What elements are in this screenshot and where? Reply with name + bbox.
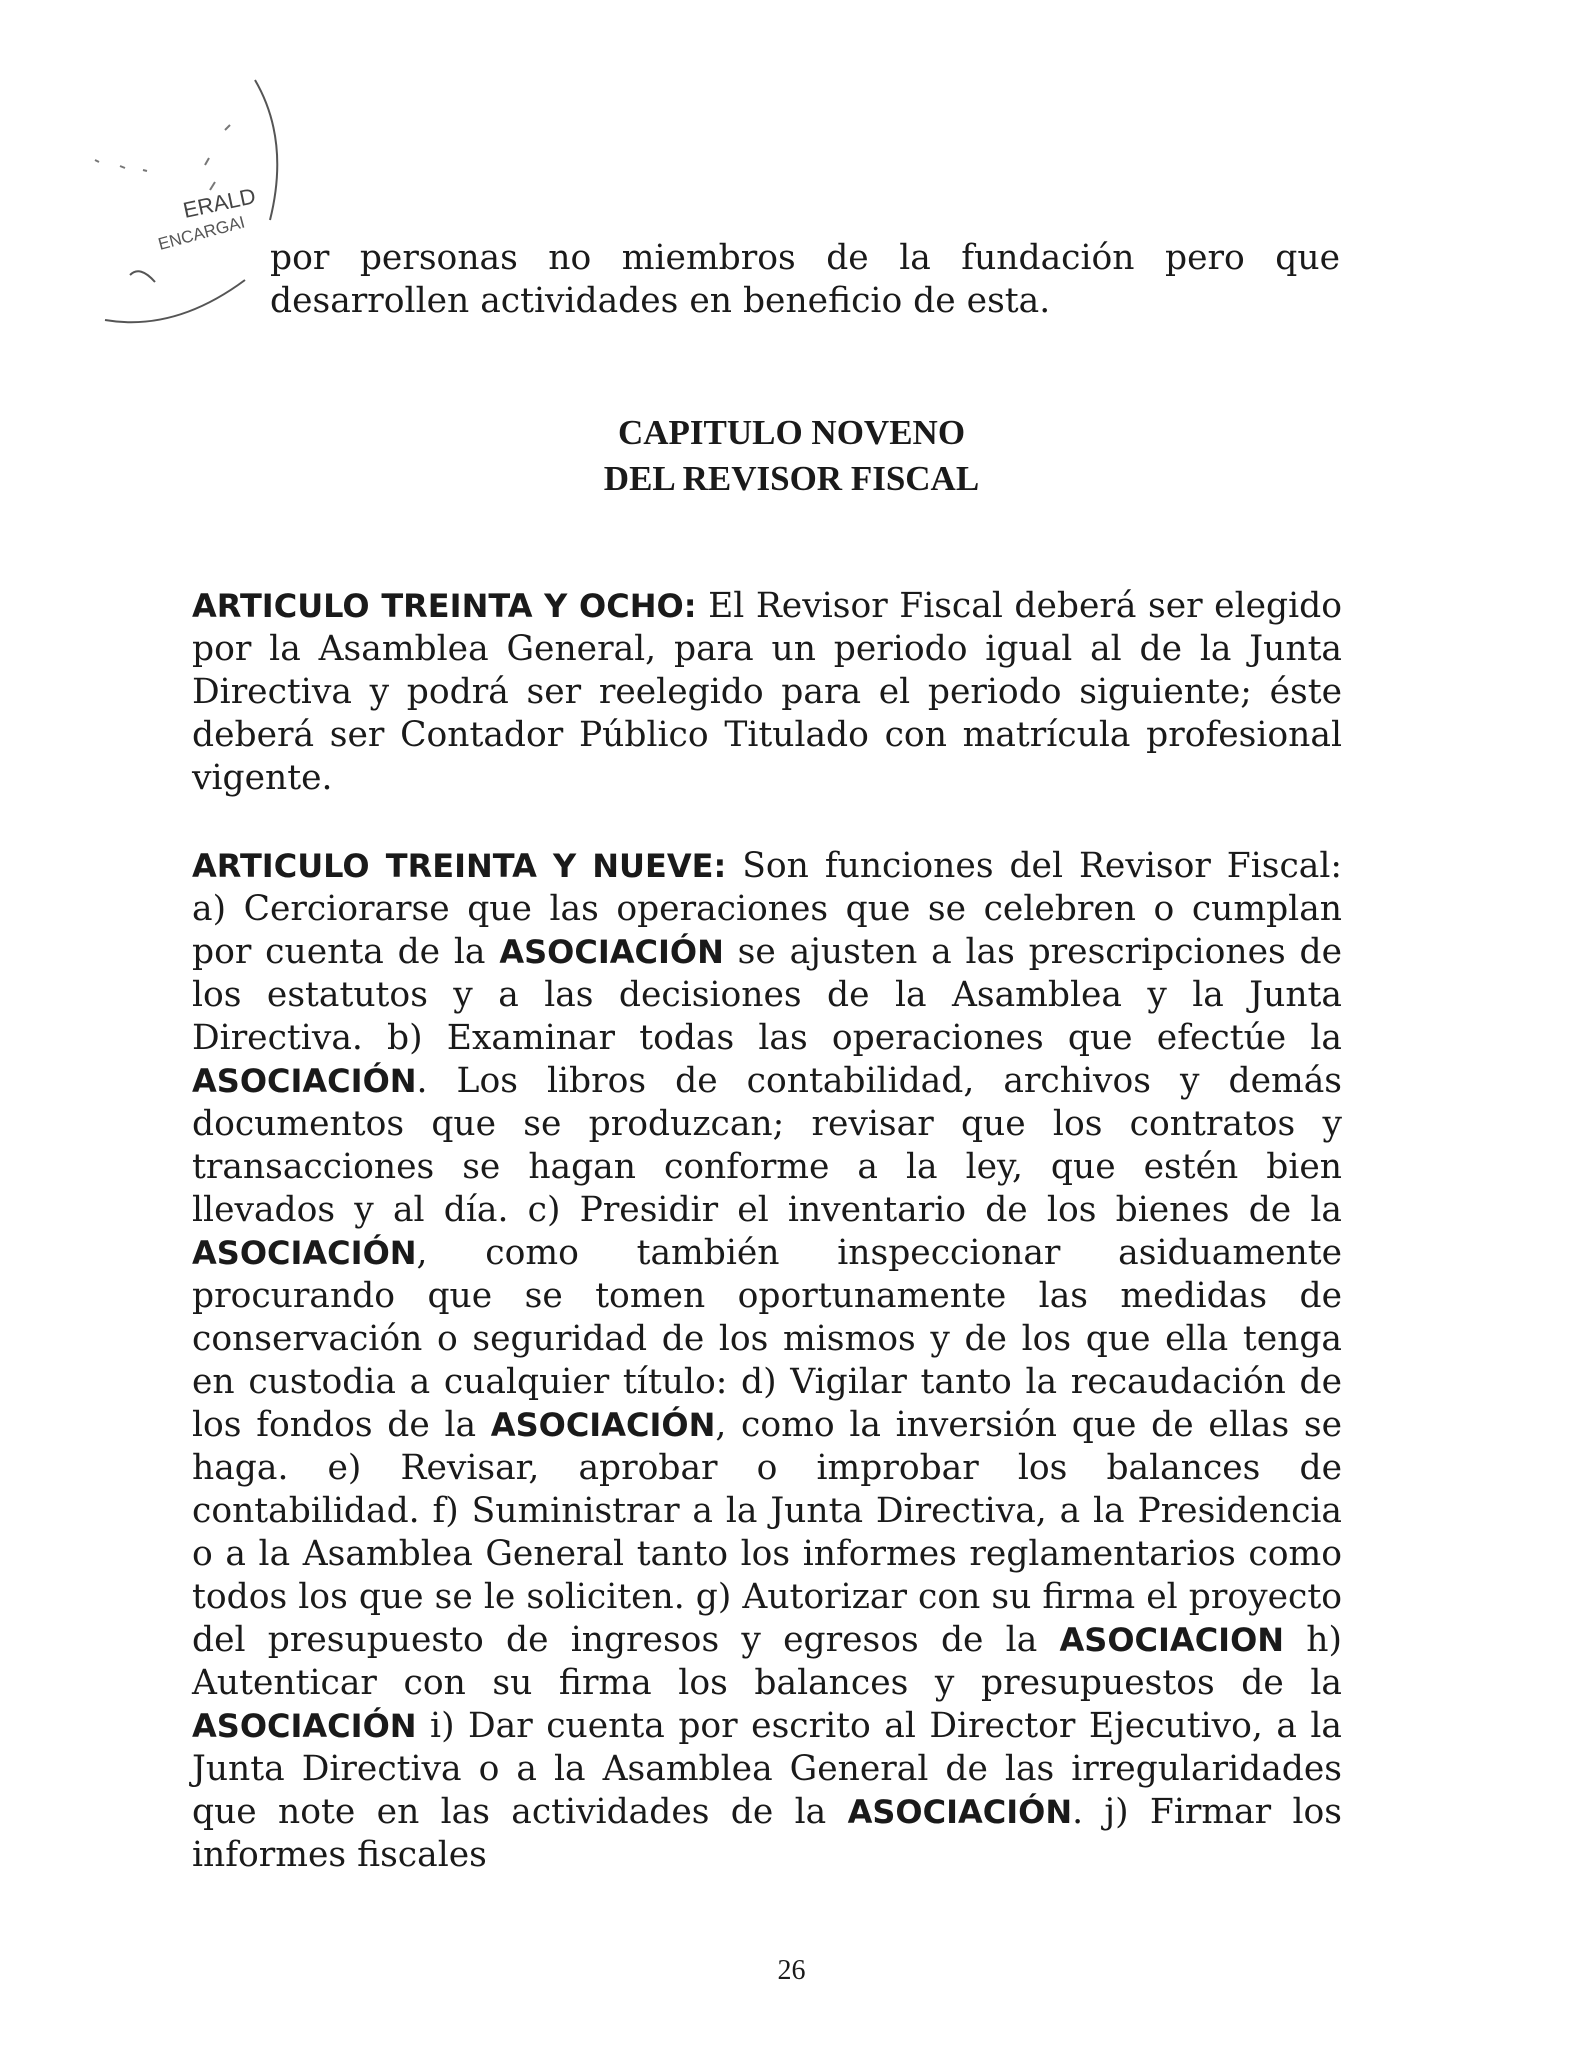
article-38 <box>192 585 1342 800</box>
article-39 <box>192 845 1342 1877</box>
asociacion-term: ASOCIACIÓN <box>499 933 724 971</box>
article-39-text-6: h) Autenticar con su firma los balances y presupuestos de la <box>192 1620 1342 1703</box>
article-39-text-7: i) Dar cuenta por escrito al Director Ejecutivo, a la Junta Directiva o a la Asamblea General de las irregularidades que note en las actividades de la <box>192 1706 1342 1832</box>
article-39-text-8: . j) Firmar los informes fiscales <box>192 1792 1342 1875</box>
chapter-subtitle: DEL REVISOR FISCAL <box>603 459 980 498</box>
intro-paragraph: por personas no miembros de la fundación pero que desarrollen actividades en beneficio de esta. <box>270 238 1340 321</box>
asociacion-term: ASOCIACIÓN <box>847 1793 1073 1831</box>
article-38-body: El Revisor Fiscal deberá ser elegido por la Asamblea General, para un periodo igual al de la Junta Directiva y podrá ser reelegido para el periodo siguiente; éste deberá ser Contador Público Titulado con matrícula profesional vigente. <box>192 586 1342 798</box>
asociacion-term: ASOCIACIÓN <box>192 1707 417 1745</box>
article-38-sep: : <box>683 587 697 625</box>
asociacion-term: ASOCIACION <box>1059 1621 1285 1659</box>
page-number: 26 <box>777 1955 806 1986</box>
article-39-text-2: se ajusten a las prescripciones de los estatutos y a las decisiones de la Asamblea y la Junta Directiva. b) Examinar todas las operaciones que efectúe la <box>192 932 1343 1058</box>
chapter-title: CAPITULO NOVENO <box>617 413 966 452</box>
article-39-text-1: Son funciones del Revisor Fiscal: a) Cerciorarse que las operaciones que se celebren o cumplan por cuenta de la <box>192 846 1342 972</box>
article-38-title: ARTICULO TREINTA Y OCHO <box>192 587 684 625</box>
article-39-text-3: . Los libros de contabilidad, archivos y demás documentos que se produzcan; revisar que los contratos y transacciones se hagan conforme a la ley, que estén bien llevados y al día. c) Presidir el inventario de los bienes de la <box>192 1061 1342 1230</box>
svg-text:ENCARGAI: ENCARGAI <box>156 212 247 254</box>
svg-text:ERALD: ERALD <box>180 183 258 223</box>
article-39-text-5: , como la inversión que de ellas se haga. e) Revisar, aprobar o improbar los balances de contabilidad. f) Suministrar a la Junta Directiva, a la Presidencia o a la Asamblea General tanto los informes reglamentarios como todos los que se le soliciten. g) Autorizar con su firma el proyecto del presupuesto de ingresos y egresos de la <box>192 1405 1342 1660</box>
article-39-title: ARTICULO TREINTA Y NUEVE: <box>192 847 727 885</box>
article-39-text-4: , como también inspeccionar asiduamente procurando que se tomen oportunamente las medidas de conservación o seguridad de los mismos y de los que ella tenga en custodia a cualquier título: d) Vigilar tanto la recaudación de los fondos de la <box>192 1233 1342 1445</box>
asociacion-term: ASOCIACIÓN <box>490 1406 716 1444</box>
asociacion-term: ASOCIACIÓN <box>192 1062 417 1100</box>
asociacion-term: ASOCIACIÓN <box>192 1234 417 1272</box>
